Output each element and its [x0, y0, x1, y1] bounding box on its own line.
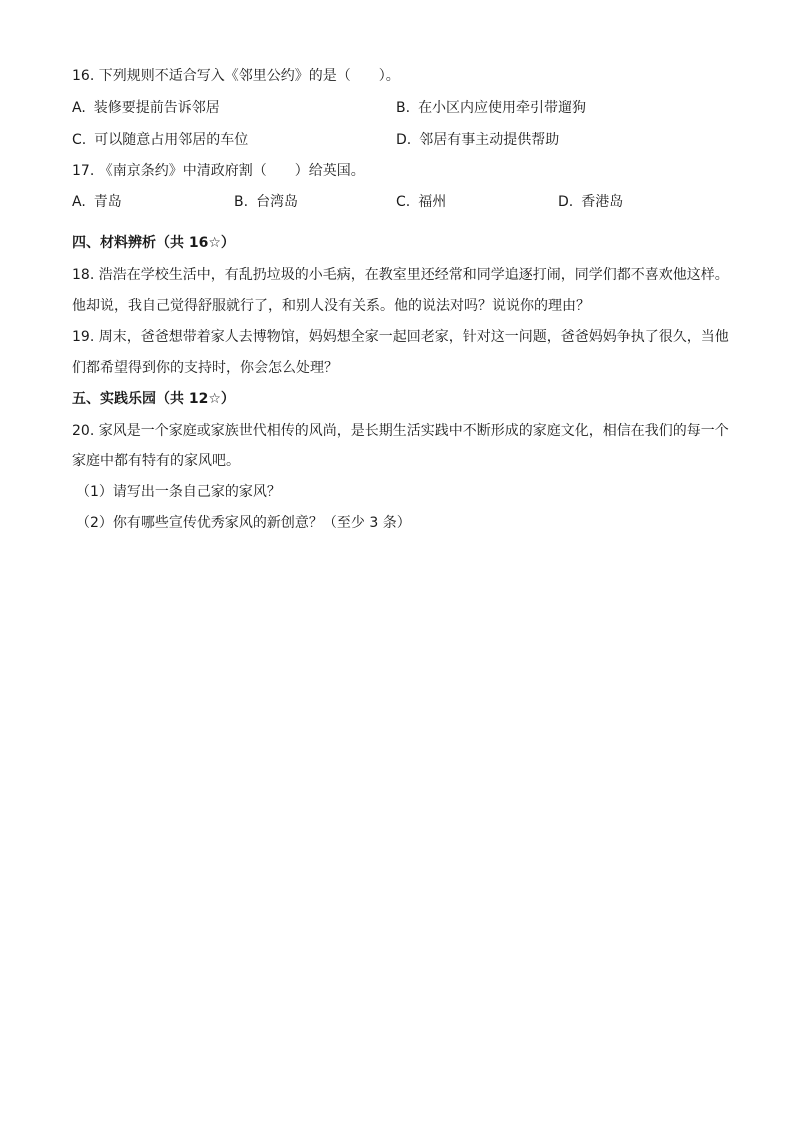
option-letter: B. — [396, 100, 411, 116]
q17-option-c — [396, 192, 446, 212]
option-letter: A. — [72, 194, 86, 210]
q17-option-b — [234, 192, 298, 212]
q16-option-b — [396, 98, 586, 118]
option-text: 青岛 — [93, 194, 122, 210]
q16-option-d — [396, 130, 559, 150]
option-text: 装修要提前告诉邻居 — [93, 100, 220, 116]
option-text: 邻居有事主动提供帮助 — [419, 132, 560, 148]
option-letter: C. — [72, 132, 87, 148]
question-20-sub-1: （1）请写出一条自己家的家风？ — [76, 484, 281, 500]
option-text: 福州 — [418, 194, 447, 210]
question-16-stem: 16. 下列规则不适合写入《邻里公约》的是（ ）。 — [72, 68, 400, 84]
option-text: 台湾岛 — [256, 194, 299, 210]
question-20-line-2: 家庭中都有特有的家风吧。 — [72, 453, 240, 469]
question-20-line-1: 20. 家风是一个家庭或家族世代相传的风尚，是长期生活实践中不断形成的家庭文化，相信在我们的每一个 — [72, 423, 729, 439]
question-19-line-1: 19. 周末，爸爸想带着家人去博物馆，妈妈想全家一起回老家，针对这一问题，爸爸妈妈争执了很久，当他 — [72, 329, 729, 345]
option-letter: D. — [396, 132, 412, 148]
question-18-line-1: 18. 浩浩在学校生活中，有乱扔垃圾的小毛病，在教室里还经常和同学追逐打闹，同学们都不喜欢他这样。 — [72, 267, 729, 283]
question-20-sub-2: （2）你有哪些宣传优秀家风的新创意？（至少 3 条） — [76, 515, 411, 531]
option-letter: C. — [396, 194, 411, 210]
question-17-stem: 17. 《南京条约》中清政府割（ ）给英国。 — [72, 163, 365, 179]
section-4-heading: 四、材料辨析（共 16☆） — [72, 235, 235, 251]
option-text: 香港岛 — [581, 194, 624, 210]
q17-option-d — [558, 192, 623, 212]
option-letter: A. — [72, 100, 86, 116]
question-19-line-2: 们都希望得到你的支持时，你会怎么处理？ — [72, 360, 338, 376]
option-text: 在小区内应使用牵引带遛狗 — [418, 100, 587, 116]
option-letter: B. — [234, 194, 249, 210]
question-18-line-2: 他却说，我自己觉得舒服就行了，和别人没有关系。他的说法对吗？说说你的理由？ — [72, 298, 590, 314]
q17-option-a — [72, 192, 122, 212]
option-letter: D. — [558, 194, 574, 210]
q16-option-c — [72, 130, 248, 150]
option-text: 可以随意占用邻居的车位 — [94, 132, 249, 148]
section-5-heading: 五、实践乐园（共 12☆） — [72, 391, 235, 407]
q16-option-a — [72, 98, 220, 118]
